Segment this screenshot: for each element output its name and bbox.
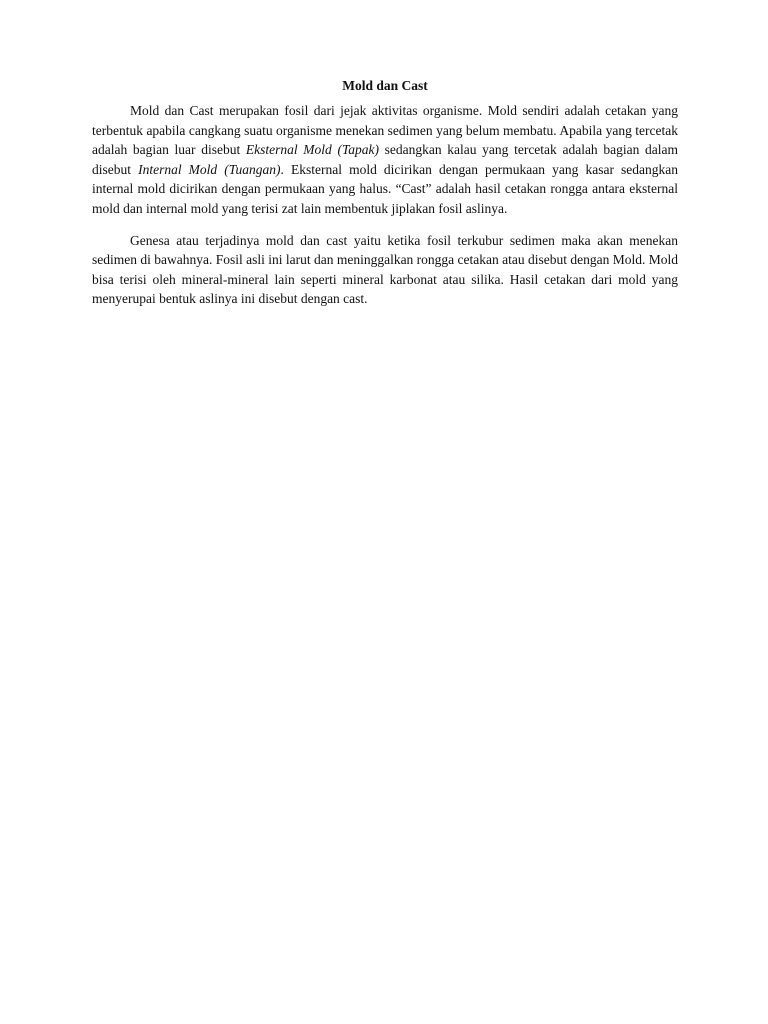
document-page: [92, 76, 678, 321]
term-eksternal-mold: Eksternal Mold (Tapak): [245, 142, 379, 158]
document-title: Mold dan Cast: [342, 78, 428, 93]
paragraph-2: Genesa atau terjadinya mold dan cast yaitu ketika fosil terkubur sedimen maka akan menekan sedimen di bawahnya. Fosil asli ini larut dan meninggalkan rongga cetakan atau disebut dengan Mold. Mold bisa terisi oleh mineral-mineral lain seperti mineral karbonat atau silika. Hasil cetakan dari mold yang menyerupai bentuk aslinya ini disebut dengan cast.: [92, 232, 678, 307]
paragraph-1-text-c: . Eksternal mold dicirikan dengan permukaan yang kasar sedangkan internal mold dicirikan dengan permukaan yang halus. “Cast” adalah hasil cetakan rongga antara eksternal mold dan internal mold yang terisi zat lain membentuk jiplakan fosil aslinya.: [92, 161, 679, 216]
paragraph-1-text-a: Mold dan Cast merupakan fosil dari jejak aktivitas organisme. Mold sendiri adalah cetakan yang terbentuk apabila cangkang suatu organisme menekan sedimen yang belum membatu. Apabila yang tercetak adalah bagian luar disebut: [92, 103, 678, 158]
paragraph-1: [92, 101, 678, 219]
paragraph-1-text-b: sedangkan kalau yang tercetak adalah bagian dalam disebut: [92, 142, 678, 177]
term-internal-mold: Internal Mold (Tuangan): [138, 161, 281, 177]
